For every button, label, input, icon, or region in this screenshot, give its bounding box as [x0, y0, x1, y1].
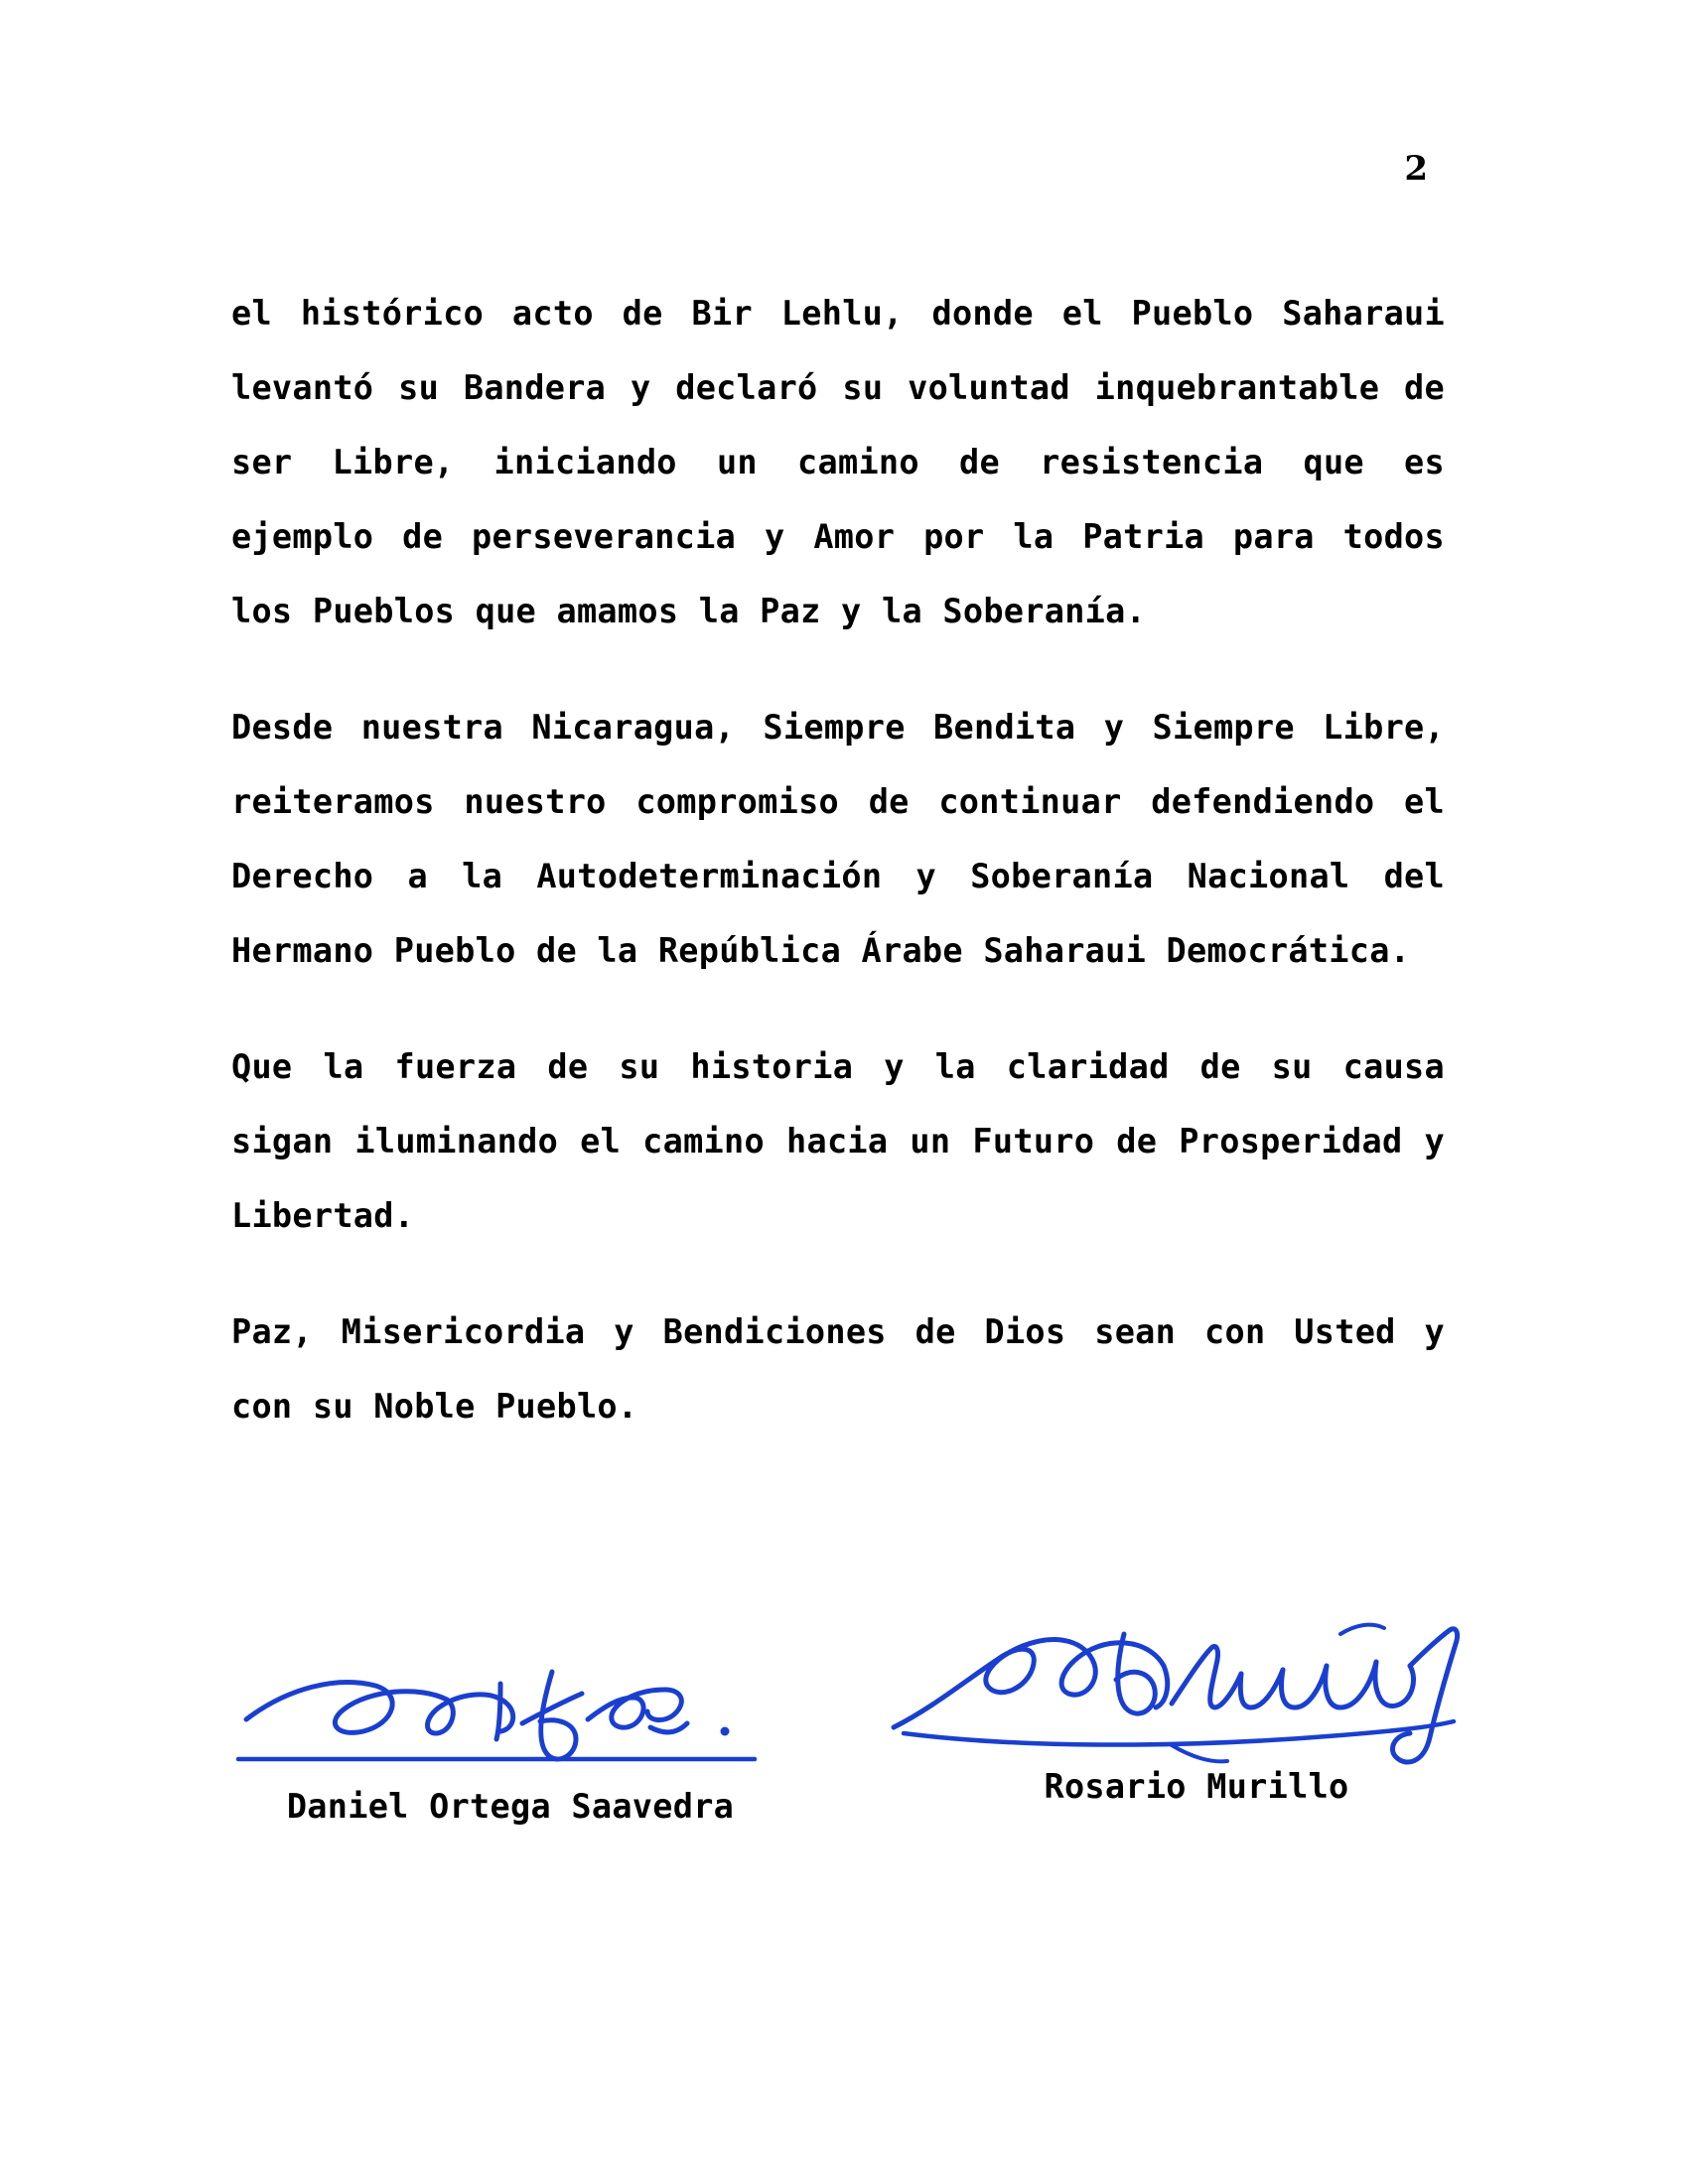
signature-rosario-murillo-icon: [874, 1608, 1509, 1767]
signatory-name: Rosario Murillo: [1044, 1767, 1349, 1806]
signature-entry: [199, 1628, 834, 1826]
letter-body: [231, 276, 1445, 1443]
paragraph: Que la fuerza de su historia y la claridad de su causa sigan iluminando el camino hacia un Futuro de Prosperidad y Libertad.: [231, 1047, 1445, 1235]
page-number: 2: [1404, 149, 1428, 189]
signature-entry: [874, 1608, 1509, 1806]
paragraph: Paz, Misericordia y Bendiciones de Dios sean con Usted y con su Noble Pueblo.: [231, 1312, 1445, 1426]
paragraph: Desde nuestra Nicaragua, Siempre Bendita y Siempre Libre, reiteramos nuestro compromiso de continuar defendiendo el Derecho a la Autodeterminación y Soberanía Nacional del Hermano Pueblo de la República Árabe Saharaui Democrática.: [231, 708, 1445, 970]
signature-block: [199, 1628, 1489, 1926]
signature-daniel-ortega-saavedra-icon: [199, 1628, 834, 1787]
signatory-name: Daniel Ortega Saavedra: [286, 1787, 735, 1826]
paragraph: el histórico acto de Bir Lehlu, donde el Pueblo Saharaui levantó su Bandera y declaró su voluntad inquebrantable de ser Libre, iniciando un camino de resistencia que es ejemplo de perseverancia y Amor por la Patria para todos los Pueblos que amamos la Paz y la Soberanía.: [231, 294, 1445, 630]
